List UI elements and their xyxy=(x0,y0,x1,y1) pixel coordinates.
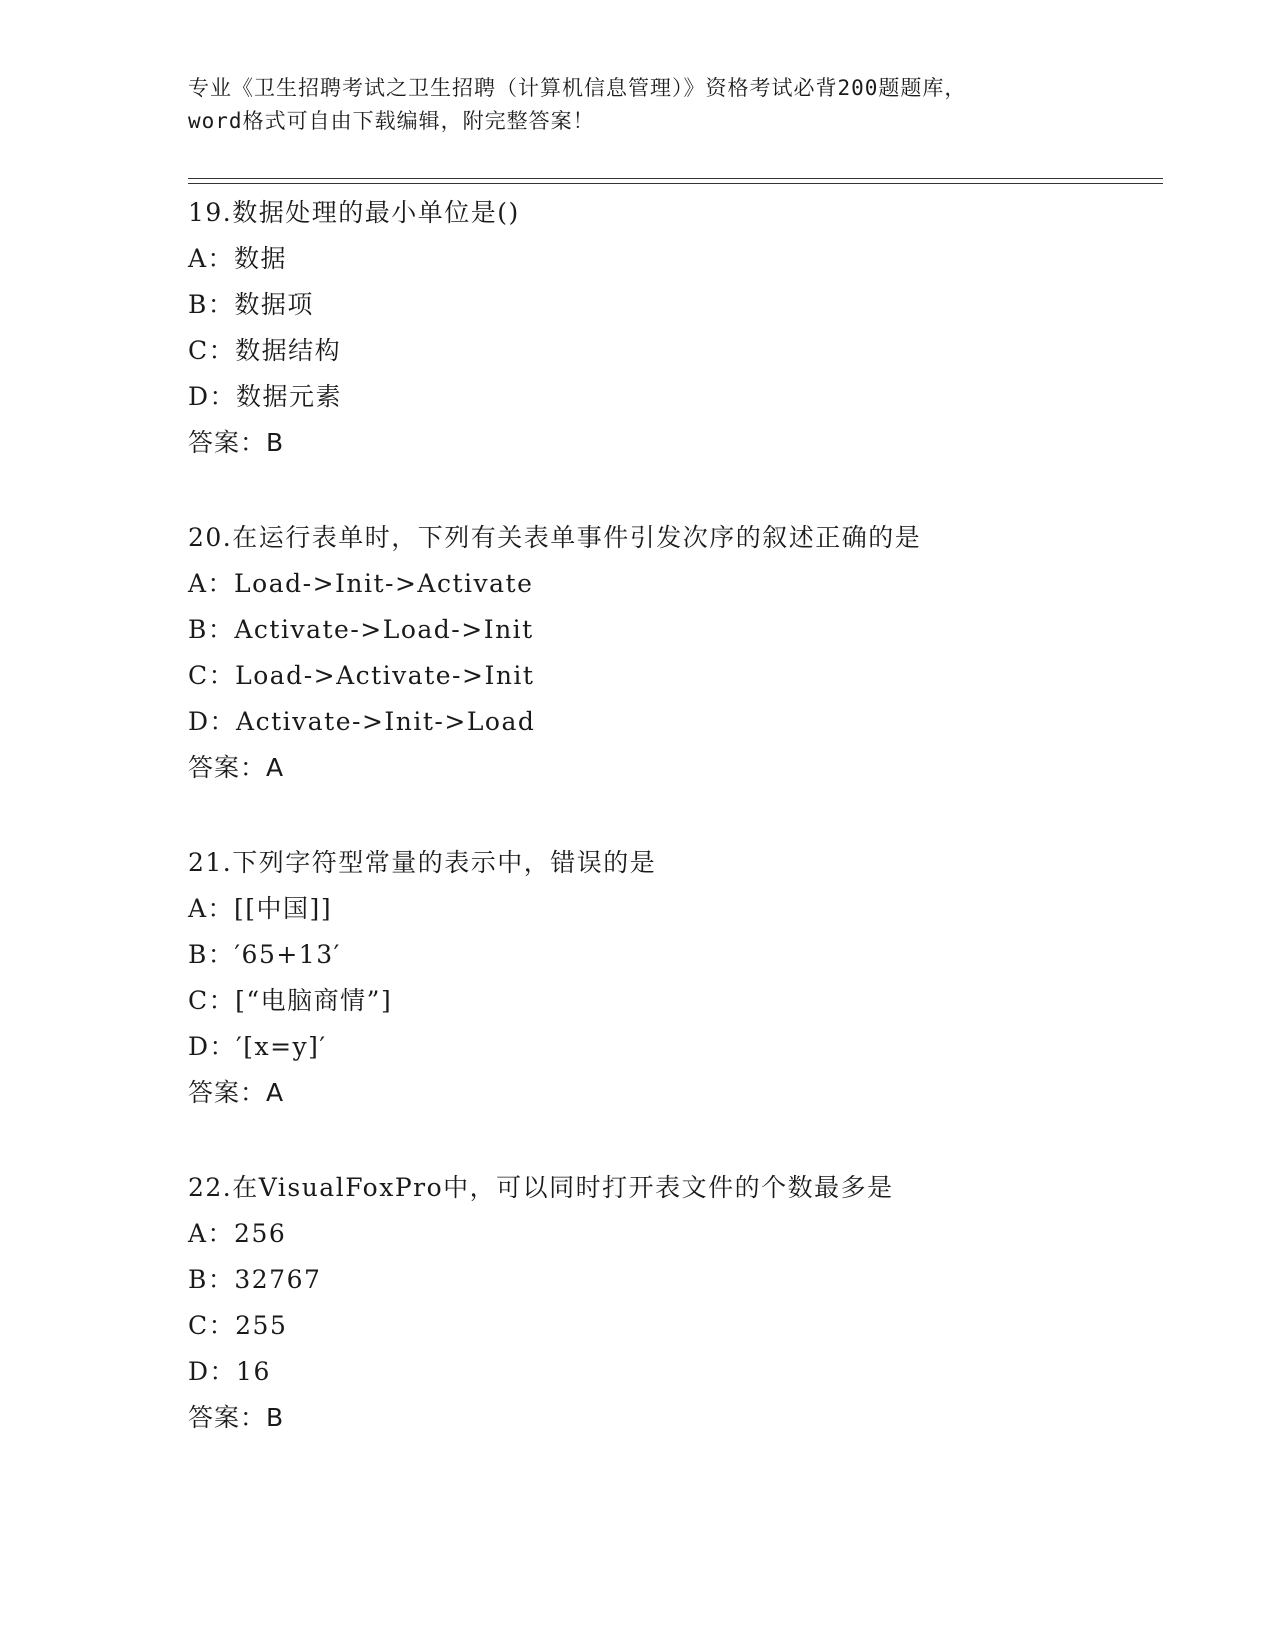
option-c: C：[“电脑商情”] xyxy=(188,986,393,1015)
document-header xyxy=(188,72,1088,138)
option-a: A：[[中国]] xyxy=(188,894,333,923)
question-22 xyxy=(188,1165,1163,1441)
header-divider-bottom xyxy=(188,183,1163,184)
question-title: 21.下列字符型常量的表示中，错误的是 xyxy=(188,848,657,877)
answer-line: 答案：A xyxy=(188,753,285,782)
question-19 xyxy=(188,190,1163,466)
option-c: C：255 xyxy=(188,1311,288,1340)
option-d: D：Activate->Init->Load xyxy=(188,707,536,736)
option-b: B：32767 xyxy=(188,1265,322,1294)
option-a: A：数据 xyxy=(188,244,288,273)
option-b: B：数据项 xyxy=(188,290,314,319)
question-20 xyxy=(188,515,1163,791)
answer-line: 答案：B xyxy=(188,428,285,457)
option-d: D：16 xyxy=(188,1357,271,1386)
option-b: B：′65+13′ xyxy=(188,940,341,969)
option-b: B：Activate->Load->Init xyxy=(188,615,534,644)
header-line-1: 专业《卫生招聘考试之卫生招聘（计算机信息管理）》资格考试必背200题题库， xyxy=(188,76,967,100)
answer-line: 答案：A xyxy=(188,1078,285,1107)
question-title: 19.数据处理的最小单位是() xyxy=(188,198,520,227)
answer-line: 答案：B xyxy=(188,1403,285,1432)
question-list xyxy=(188,190,1163,1490)
question-21 xyxy=(188,840,1163,1116)
option-d: D：′[x=y]′ xyxy=(188,1032,327,1061)
question-title: 22.在VisualFoxPro中，可以同时打开表文件的个数最多是 xyxy=(188,1173,894,1202)
header-divider-top xyxy=(188,178,1163,179)
option-a: A：256 xyxy=(188,1219,287,1248)
option-a: A：Load->Init->Activate xyxy=(188,569,534,598)
option-c: C：Load->Activate->Init xyxy=(188,661,535,690)
header-line-2: word格式可自由下载编辑，附完整答案！ xyxy=(188,109,595,133)
option-d: D：数据元素 xyxy=(188,382,343,411)
option-c: C：数据结构 xyxy=(188,336,342,365)
question-title: 20.在运行表单时，下列有关表单事件引发次序的叙述正确的是 xyxy=(188,523,922,552)
